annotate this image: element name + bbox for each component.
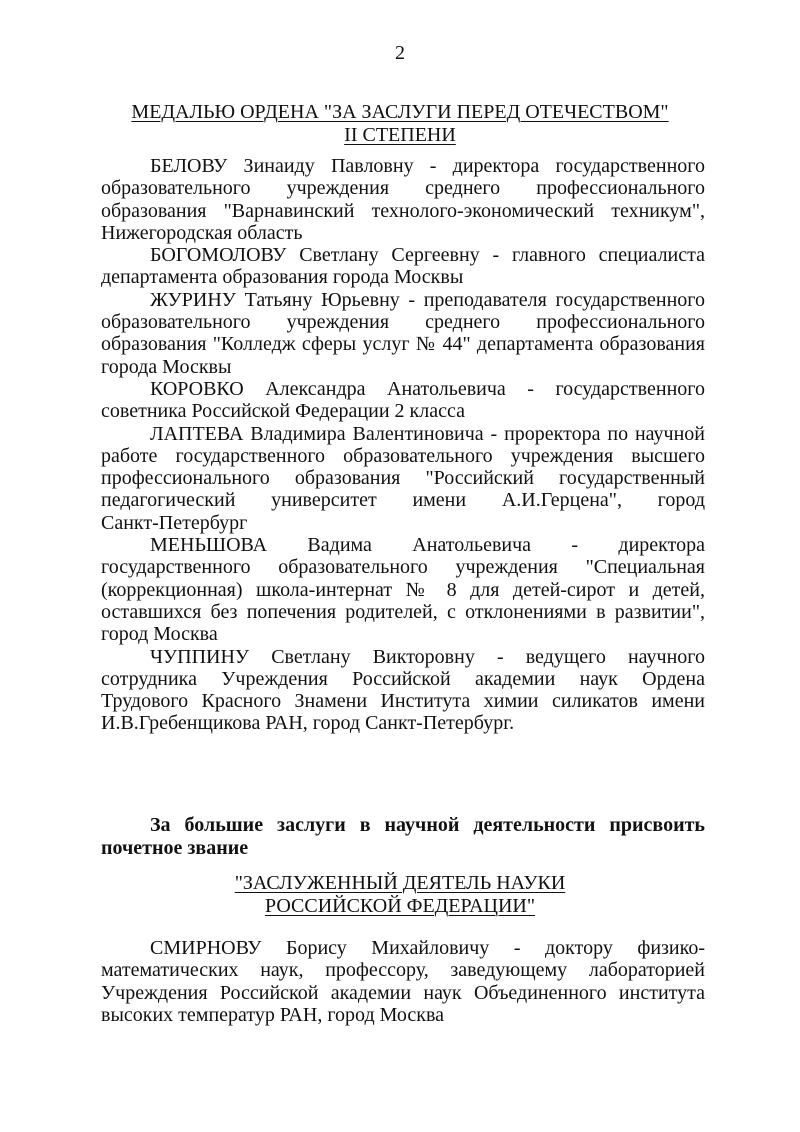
decree-statement bbox=[101, 814, 705, 859]
entry-line: ЖУРИНУ Татьяну Юрьевну - преподавателя государственного bbox=[150, 288, 705, 311]
medal-recipients-list bbox=[101, 155, 705, 735]
entry-line: (коррекционная) школа-интернат № 8 для детей-сирот и детей, bbox=[101, 578, 705, 601]
award-heading-line: МЕДАЛЬЮ ОРДЕНА "ЗА ЗАСЛУГИ ПЕРЕД ОТЕЧЕСТВОМ" bbox=[131, 101, 669, 123]
entry-line: профессионального образования "Российский государственный bbox=[101, 467, 705, 490]
award-heading-line: РОССИЙСКОЙ ФЕДЕРАЦИИ" bbox=[264, 895, 536, 917]
recipient-entry bbox=[101, 378, 705, 423]
entry-line: ЧУППИНУ Светлану Викторовну - ведущего научного bbox=[150, 645, 705, 668]
recipient-entry bbox=[101, 534, 705, 645]
entry-line: педагогический университет имени А.И.Герцена", город bbox=[101, 489, 705, 512]
entry-line: ЛАПТЕВА Владимира Валентиновича - проректора по научной bbox=[150, 422, 705, 445]
entry-line: математических наук, профессору, заведующему лабораторией bbox=[101, 959, 705, 982]
entry-line: оставшихся без попечения родителей, с отклонениями в развитии", bbox=[101, 600, 705, 623]
entry-line: город Москва bbox=[101, 623, 218, 646]
entry-line: образования "Колледж сферы услуг № 44" департамента образования bbox=[101, 333, 705, 356]
entry-line: БОГОМОЛОВУ Светлану Сергеевну - главного специалиста bbox=[150, 244, 705, 267]
entry-line: КОРОВКО Александра Анатольевича - государственного bbox=[150, 377, 705, 400]
recipient-entry bbox=[101, 423, 705, 534]
entry-line: высоких температур РАН, город Москва bbox=[101, 1003, 445, 1026]
entry-line: Нижегородская область bbox=[101, 221, 303, 244]
entry-line: работе государственного образовательного учреждения высшего bbox=[101, 444, 705, 467]
recipient-entry bbox=[101, 244, 705, 289]
recipient-entry bbox=[101, 289, 705, 378]
recipient-entry bbox=[101, 646, 705, 735]
title-recipients-list bbox=[101, 937, 705, 1026]
entry-line: Санкт-Петербург bbox=[101, 511, 248, 534]
recipient-entry bbox=[101, 155, 705, 244]
entry-line: департамента образования города Москвы bbox=[101, 266, 464, 289]
entry-line: И.В.Гребенщикова РАН, город Санкт-Петербург. bbox=[101, 712, 515, 735]
entry-line: Учреждения Российской академии наук Объединенного института bbox=[101, 981, 705, 1004]
recipient-entry bbox=[101, 937, 705, 1026]
entry-line: Трудового Красного Знамени Института химии силикатов имени bbox=[101, 690, 705, 713]
entry-line: города Москвы bbox=[101, 355, 232, 378]
entry-line: образовательного учреждения среднего профессионального bbox=[101, 177, 705, 200]
entry-line: СМИРНОВУ Борису Михайловичу - доктору физико- bbox=[150, 937, 705, 959]
entry-line: МЕНЬШОВА Вадима Анатольевича - директора bbox=[150, 534, 705, 557]
decree-line: За большие заслуги в научной деятельности присвоить bbox=[150, 814, 705, 836]
award-heading-title bbox=[90, 872, 710, 918]
award-heading-line: II СТЕПЕНИ bbox=[344, 124, 456, 146]
entry-line: БЕЛОВУ Зинаиду Павловну - директора государственного bbox=[150, 155, 705, 177]
entry-line: сотрудника Учреждения Российской академии наук Ордена bbox=[101, 667, 705, 690]
entry-line: советника Российской Федерации 2 класса bbox=[101, 400, 465, 423]
entry-line: образования "Варнавинский технолого-экономический техникум", bbox=[101, 199, 705, 222]
award-heading-line: "ЗАСЛУЖЕННЫЙ ДЕЯТЕЛЬ НАУКИ bbox=[234, 872, 566, 894]
entry-line: государственного образовательного учреждения "Специальная bbox=[101, 556, 705, 579]
decree-line: почетное звание bbox=[101, 836, 249, 859]
entry-line: образовательного учреждения среднего профессионального bbox=[101, 311, 705, 334]
page-number: 2 bbox=[395, 42, 405, 64]
award-heading-medal bbox=[90, 101, 710, 147]
